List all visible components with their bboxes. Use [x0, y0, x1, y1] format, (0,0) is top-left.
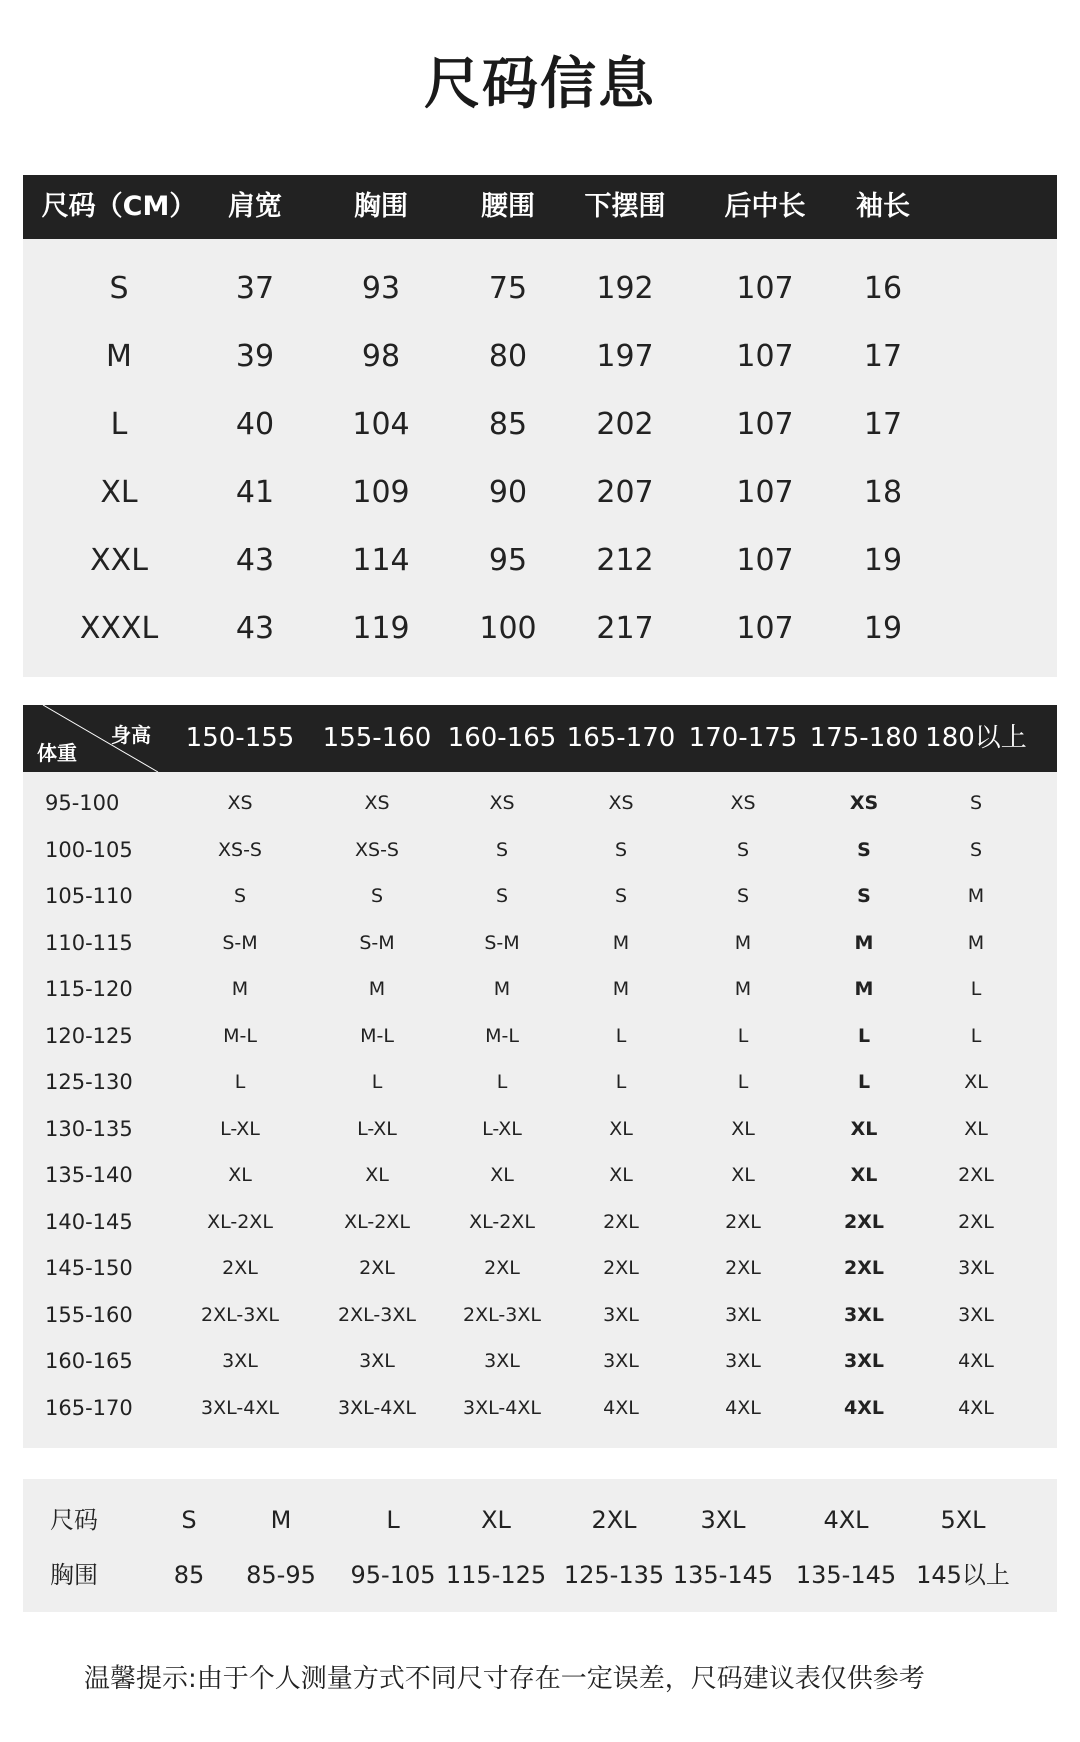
size-cell: 3XL [222, 1350, 258, 1372]
size-cell: 2XL-3XL [201, 1303, 279, 1326]
table-cell: 41 [235, 475, 275, 510]
table-cell: 90 [488, 475, 528, 510]
table-cell: 202 [596, 407, 654, 442]
table-cell: 107 [736, 543, 794, 578]
table-cell: 37 [235, 271, 275, 306]
table-row [23, 1106, 1057, 1152]
height-header-cell: 155-160 [322, 723, 432, 753]
height-header-cell: 180以上 [925, 723, 1027, 753]
weight-cell: 125-130 [45, 1070, 133, 1094]
size-cell: S-M [359, 931, 395, 954]
size-cell: XL-2XL [469, 1210, 535, 1233]
size-cell: 3XL [844, 1350, 884, 1372]
size-cell: M [967, 931, 985, 954]
table-cell: 104 [352, 407, 410, 442]
height-header-cell: 165-170 [566, 723, 676, 753]
table-cell: 114 [352, 543, 410, 578]
size-cell: XL [964, 1117, 988, 1140]
table-cell: L [110, 407, 128, 442]
table-row [23, 1338, 1057, 1384]
table-row [23, 1385, 1057, 1431]
size-cell: M [231, 978, 249, 1000]
weight-cell: 165-170 [45, 1395, 133, 1420]
size-cell: M-L [485, 1024, 519, 1047]
size-cell: 2XL [603, 1210, 639, 1233]
size-cell: 2XL [359, 1257, 395, 1279]
table-row [23, 1059, 1057, 1105]
size-cell: S [736, 838, 750, 861]
size-cell: L [371, 1071, 383, 1093]
chest-value-cell: 135-145 [795, 1561, 897, 1589]
table-cell: 43 [235, 543, 275, 578]
size-recommendation-header [23, 705, 1057, 772]
size-cell: L [857, 1071, 871, 1093]
size-cell: S-M [222, 931, 258, 954]
size-label-cell: XL [481, 1506, 511, 1534]
table-row [23, 966, 1057, 1012]
size-cell: 3XL [958, 1257, 994, 1279]
size-cell: M-L [360, 1024, 394, 1047]
size-cell: 3XL [603, 1350, 639, 1372]
size-cell: XL [365, 1164, 389, 1186]
size-cell: 4XL [958, 1396, 994, 1419]
size-cell: 2XL [725, 1210, 761, 1233]
table-cell: XXL [90, 543, 148, 578]
size-cell: XL-2XL [207, 1210, 273, 1233]
size-cell: 2XL [603, 1257, 639, 1279]
table-cell: 95 [488, 543, 528, 578]
table-cell: 19 [863, 611, 903, 646]
table-cell: 197 [596, 339, 654, 374]
size-cell: 2XL-3XL [338, 1303, 416, 1326]
size-cell: 2XL [725, 1257, 761, 1279]
corner-height-label: 身高 [111, 723, 151, 747]
table-cell: 109 [352, 475, 410, 510]
table-cell: XL [100, 475, 138, 510]
chest-value-cell: 95-105 [350, 1561, 436, 1589]
table-row [23, 827, 1057, 873]
size-cell: L [496, 1071, 508, 1093]
size-cell: S [495, 885, 509, 907]
size-cell: L [615, 1024, 627, 1047]
weight-cell: 155-160 [45, 1302, 133, 1327]
size-cell: XS [489, 792, 515, 814]
weight-cell: 140-145 [45, 1209, 133, 1234]
size-cell: L [737, 1071, 749, 1093]
size-cell: 3XL [359, 1350, 395, 1372]
page-title: 尺码信息 [424, 52, 656, 117]
chest-value-cell: 115-125 [445, 1561, 547, 1589]
size-cell: XL [609, 1164, 633, 1186]
size-cell: M [854, 978, 874, 1000]
size-cell: 3XL [484, 1350, 520, 1372]
size-cell: 2XL [958, 1164, 994, 1186]
table-cell: M [106, 339, 132, 374]
table-cell: 17 [863, 407, 903, 442]
size-cell: S [969, 792, 983, 814]
size-label-cell: L [386, 1506, 400, 1534]
size-cell: L [615, 1071, 627, 1093]
size-cell: M [612, 978, 630, 1000]
chest-size-row-chest [23, 1545, 1057, 1605]
size-cell: XS [364, 792, 390, 814]
size-cell: S [857, 838, 871, 861]
table-cell: 98 [361, 339, 401, 374]
table-cell: 18 [863, 475, 903, 510]
size-cell: 4XL [725, 1396, 761, 1419]
size-cell: 4XL [958, 1350, 994, 1372]
size-cell: L-XL [220, 1117, 260, 1140]
measurement-header-cell: 袖长 [856, 191, 910, 222]
size-cell: XS [608, 792, 634, 814]
table-cell: S [109, 271, 129, 306]
table-row [23, 459, 1057, 527]
chest-row-label: 胸围 [50, 1561, 98, 1589]
size-cell: L [970, 978, 982, 1000]
table-row [23, 323, 1057, 391]
table-cell: 107 [736, 407, 794, 442]
measurement-header-cell: 胸围 [354, 191, 408, 222]
size-cell: S [614, 885, 628, 907]
size-cell: S [614, 838, 628, 861]
table-row [23, 873, 1057, 919]
size-cell: 2XL [844, 1257, 884, 1279]
size-recommendation-table [23, 705, 1057, 1448]
size-cell: L [737, 1024, 749, 1047]
chest-value-cell: 125-135 [563, 1561, 665, 1589]
weight-cell: 130-135 [45, 1116, 133, 1141]
size-label-cell: 4XL [823, 1506, 869, 1534]
size-cell: M [734, 978, 752, 1000]
table-cell: 217 [596, 611, 654, 646]
weight-cell: 120-125 [45, 1023, 133, 1048]
size-cell: XL [609, 1117, 633, 1140]
measurement-table [23, 175, 1057, 677]
table-row [23, 1245, 1057, 1291]
measurement-header-cell: 腰围 [481, 191, 535, 222]
size-cell: 3XL [603, 1303, 639, 1326]
size-cell: XL [850, 1164, 878, 1186]
measurement-header-cell: 后中长 [724, 191, 806, 222]
table-row [23, 1199, 1057, 1245]
height-header-cell: 175-180 [809, 723, 919, 753]
chest-size-row-size [23, 1490, 1057, 1550]
size-cell: XS [849, 792, 879, 814]
size-cell: L [857, 1024, 871, 1047]
size-label-cell: 5XL [940, 1506, 986, 1534]
size-cell: XL [228, 1164, 252, 1186]
weight-cell: 110-115 [45, 930, 133, 955]
size-cell: XS [730, 792, 756, 814]
size-cell: M [734, 931, 752, 954]
table-cell: 100 [479, 611, 537, 646]
table-row [23, 1013, 1057, 1059]
chest-value-cell: 145以上 [916, 1561, 1010, 1589]
table-row [23, 595, 1057, 663]
table-cell: 85 [488, 407, 528, 442]
weight-cell: 95-100 [45, 791, 120, 815]
size-cell: 3XL [725, 1303, 761, 1326]
size-cell: S [233, 885, 247, 907]
table-cell: 93 [361, 271, 401, 306]
weight-cell: 100-105 [45, 837, 133, 862]
size-cell: L [970, 1024, 982, 1047]
size-label-cell: M [270, 1506, 292, 1534]
size-cell: XS-S [218, 838, 262, 861]
weight-cell: 145-150 [45, 1256, 133, 1280]
measurement-header-cell: 下摆围 [584, 191, 666, 222]
size-cell: 3XL [844, 1303, 884, 1326]
table-cell: 39 [235, 339, 275, 374]
size-cell: 3XL-4XL [463, 1396, 541, 1419]
weight-cell: 135-140 [45, 1163, 133, 1187]
size-cell: L-XL [482, 1117, 522, 1140]
table-row [23, 920, 1057, 966]
size-cell: 2XL [222, 1257, 258, 1279]
size-note: 温馨提示:由于个人测量方式不同尺寸存在一定误差，尺码建议表仅供参考 [84, 1664, 925, 1694]
table-row [23, 1152, 1057, 1198]
table-cell: 17 [863, 339, 903, 374]
chest-value-cell: 85 [173, 1561, 205, 1589]
table-cell: 107 [736, 475, 794, 510]
size-label-cell: S [181, 1506, 197, 1534]
size-cell: M [967, 885, 985, 907]
measurement-header-cell: 肩宽 [228, 191, 282, 222]
weight-cell: 105-110 [45, 884, 133, 908]
table-cell: XXXL [79, 611, 159, 646]
size-cell: 3XL-4XL [201, 1396, 279, 1419]
size-cell: XL-2XL [344, 1210, 410, 1233]
table-cell: 43 [235, 611, 275, 646]
size-cell: XS [227, 792, 253, 814]
table-cell: 119 [352, 611, 410, 646]
size-cell: XS-S [355, 838, 399, 861]
size-cell: XL [731, 1117, 755, 1140]
size-cell: L [234, 1071, 246, 1093]
table-cell: 212 [596, 543, 654, 578]
height-header-cell: 160-165 [447, 723, 557, 753]
size-cell: 2XL [484, 1257, 520, 1279]
chest-size-table [23, 1479, 1057, 1612]
size-cell: 3XL [958, 1303, 994, 1326]
size-cell: S [857, 885, 871, 907]
size-cell: S-M [484, 931, 520, 954]
size-cell: L-XL [357, 1117, 397, 1140]
table-cell: 107 [736, 339, 794, 374]
table-row [23, 391, 1057, 459]
height-header-cell: 170-175 [688, 723, 798, 753]
size-cell: XL [490, 1164, 514, 1186]
table-row [23, 1292, 1057, 1338]
height-header-cell: 150-155 [185, 723, 295, 753]
table-cell: 192 [596, 271, 654, 306]
size-cell: 2XL-3XL [463, 1303, 541, 1326]
size-cell: 3XL-4XL [338, 1396, 416, 1419]
size-cell: XL [731, 1164, 755, 1186]
weight-cell: 160-165 [45, 1349, 133, 1373]
table-row [23, 255, 1057, 323]
size-cell: S [370, 885, 384, 907]
size-cell: S [969, 838, 983, 861]
size-cell: M [493, 978, 511, 1000]
table-cell: 107 [736, 271, 794, 306]
table-cell: 207 [596, 475, 654, 510]
size-cell: S [736, 885, 750, 907]
size-cell: 3XL [725, 1350, 761, 1372]
table-cell: 16 [863, 271, 903, 306]
size-cell: M [368, 978, 386, 1000]
table-cell: 80 [488, 339, 528, 374]
size-cell: M [612, 931, 630, 954]
size-cell: XL [964, 1071, 988, 1093]
size-cell: 2XL [844, 1210, 884, 1233]
chest-value-cell: 85-95 [246, 1561, 316, 1589]
corner-weight-label: 体重 [37, 741, 77, 765]
size-label-cell: 2XL [591, 1506, 637, 1534]
table-cell: 40 [235, 407, 275, 442]
table-cell: 75 [488, 271, 528, 306]
size-cell: 4XL [603, 1396, 639, 1419]
size-cell: 4XL [844, 1396, 884, 1419]
measurement-table-header [23, 175, 1057, 239]
size-cell: M-L [223, 1024, 257, 1047]
chest-value-cell: 135-145 [672, 1561, 774, 1589]
size-cell: M [854, 931, 874, 954]
size-row-label: 尺码 [50, 1506, 98, 1534]
measurement-header-cell: 尺码（CM） [41, 191, 197, 222]
table-cell: 107 [736, 611, 794, 646]
size-cell: S [495, 838, 509, 861]
weight-cell: 115-120 [45, 977, 133, 1001]
size-label-cell: 3XL [700, 1506, 746, 1534]
table-row [23, 780, 1057, 826]
table-row [23, 527, 1057, 595]
table-cell: 19 [863, 543, 903, 578]
size-cell: 2XL [958, 1210, 994, 1233]
size-cell: XL [850, 1117, 878, 1140]
